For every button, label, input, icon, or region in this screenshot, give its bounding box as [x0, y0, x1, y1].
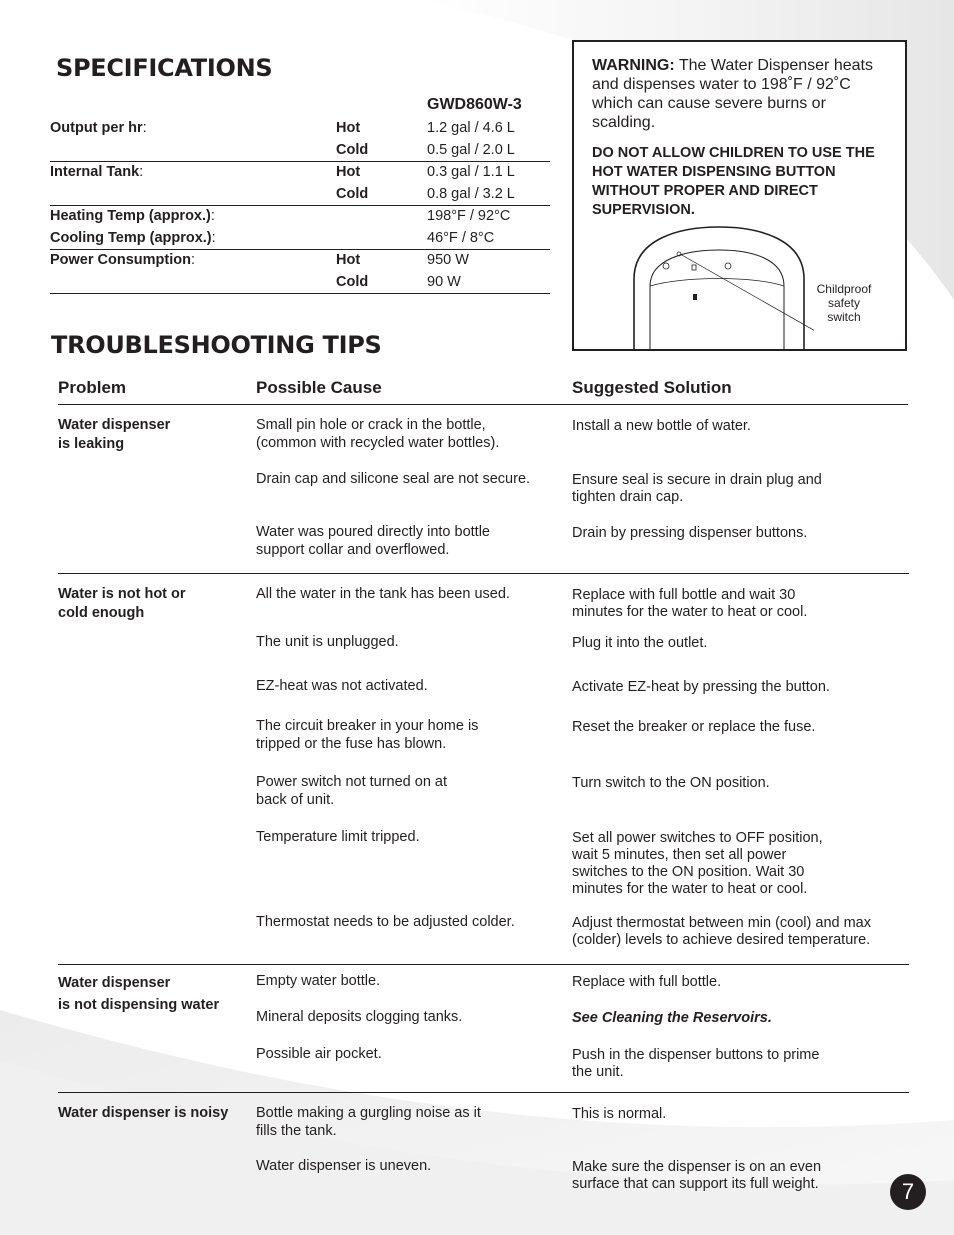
- caption-line: safety: [827, 296, 860, 310]
- suggested-solution: [572, 635, 909, 652]
- problem-column-header: Problem: [58, 378, 127, 397]
- spec-type: Hot: [336, 120, 361, 136]
- spec-label: Cooling Temp (approx.):: [50, 230, 216, 246]
- spec-label: Power Consumption:: [50, 252, 196, 268]
- cause-line: (common with recycled water bottles).: [256, 435, 500, 451]
- problem-line: Water is not hot or: [58, 586, 186, 602]
- problem-group: [58, 404, 909, 574]
- cause-line: fills the tank.: [256, 1123, 337, 1139]
- solution-line: Ensure seal is secure in drain plug and: [572, 472, 822, 488]
- suggested-solution: [572, 472, 909, 506]
- solution-line: Activate EZ-heat by pressing the button.: [572, 679, 830, 695]
- solution-line: minutes for the water to heat or cool.: [572, 604, 808, 620]
- solution-line: wait 5 minutes, then set all power: [572, 847, 787, 863]
- problem-group: [58, 964, 909, 1093]
- suggested-solution: [572, 587, 909, 621]
- troubleshooting-heading: TROUBLESHOOTING TIPS: [51, 331, 382, 359]
- problem-group: [58, 573, 909, 965]
- possible-cause: [256, 717, 561, 753]
- caption-line: Childproof: [816, 282, 872, 296]
- spec-value: 198°F / 92°C: [427, 208, 511, 224]
- possible-cause: [256, 1045, 561, 1063]
- spec-value: 0.5 gal / 2.0 L: [427, 142, 515, 158]
- possible-cause: [256, 1104, 561, 1140]
- page-number: 7: [890, 1174, 926, 1210]
- suggested-solution: [572, 418, 909, 435]
- solution-column-header: Suggested Solution: [572, 378, 732, 397]
- spec-label: Heating Temp (approx.):: [50, 208, 215, 224]
- possible-cause: [256, 416, 561, 452]
- cause-line: Temperature limit tripped.: [256, 829, 420, 845]
- solution-line: Replace with full bottle.: [572, 974, 722, 990]
- cause-line: All the water in the tank has been used.: [256, 586, 510, 602]
- solution-line: Set all power switches to OFF position,: [572, 830, 823, 846]
- solution-line: the unit.: [572, 1064, 624, 1080]
- model-number: GWD860W-3: [427, 96, 522, 113]
- cause-line: Power switch not turned on at: [256, 774, 448, 790]
- solution-line: Drain by pressing dispenser buttons.: [572, 525, 808, 541]
- problem-group: [58, 1092, 909, 1202]
- cause-line: Water dispenser is uneven.: [256, 1158, 432, 1174]
- suggested-solution: [572, 974, 909, 991]
- problem-label: [58, 1104, 228, 1123]
- solution-line: Install a new bottle of water.: [572, 418, 751, 434]
- possible-cause: [256, 972, 561, 990]
- suggested-solution: [572, 915, 909, 949]
- solution-line: minutes for the water to heat or cool.: [572, 881, 808, 897]
- cause-line: tripped or the fuse has blown.: [256, 736, 447, 752]
- suggested-solution: [572, 525, 909, 542]
- cause-line: Empty water bottle.: [256, 973, 381, 989]
- spec-label: Output per hr:: [50, 120, 147, 136]
- spec-value: 46°F / 8°C: [427, 230, 495, 246]
- possible-cause: [256, 773, 561, 809]
- solution-line: (colder) levels to achieve desired temperature.: [572, 932, 871, 948]
- possible-cause: [256, 828, 561, 846]
- solution-line: Push in the dispenser buttons to prime: [572, 1047, 820, 1063]
- possible-cause: [256, 585, 561, 603]
- problem-label: [58, 972, 219, 1016]
- solution-line: Make sure the dispenser is on an even: [572, 1159, 822, 1175]
- problem-line: Water dispenser is noisy: [58, 1105, 229, 1121]
- possible-cause: [256, 677, 561, 695]
- cause-line: Possible air pocket.: [256, 1046, 382, 1062]
- problem-line: Water dispenser: [58, 417, 171, 433]
- warning-label: WARNING:: [592, 57, 675, 74]
- problem-label: [58, 585, 186, 623]
- spec-value: 0.3 gal / 1.1 L: [427, 164, 515, 180]
- spec-value: 90 W: [427, 274, 461, 290]
- problem-line: Water dispenser: [58, 975, 171, 991]
- child-caution-text: DO NOT ALLOW CHILDREN TO USE THE HOT WATER DISPENSING BUTTON WITHOUT PROPER AND DIRECT SUPERVISION.: [592, 145, 875, 218]
- possible-cause: [256, 523, 561, 559]
- solution-line: Replace with full bottle and wait 30: [572, 587, 796, 603]
- spec-type: Cold: [336, 274, 369, 290]
- possible-cause: [256, 913, 561, 931]
- problem-label: [58, 416, 170, 454]
- spec-label: Internal Tank:: [50, 164, 144, 180]
- spec-value: 0.8 gal / 3.2 L: [427, 186, 515, 202]
- suggested-solution: [572, 775, 909, 792]
- solution-line: This is normal.: [572, 1106, 667, 1122]
- solution-line: surface that can support its full weight.: [572, 1176, 819, 1192]
- suggested-solution: [572, 1106, 909, 1123]
- cause-column-header: Possible Cause: [256, 378, 382, 397]
- cause-line: Thermostat needs to be adjusted colder.: [256, 914, 515, 930]
- specifications-heading: SPECIFICATIONS: [56, 54, 273, 82]
- suggested-solution: [572, 719, 909, 736]
- cause-line: Bottle making a gurgling noise as it: [256, 1105, 481, 1121]
- solution-line: Turn switch to the ON position.: [572, 775, 770, 791]
- spec-value: 950 W: [427, 252, 469, 268]
- cause-line: The circuit breaker in your home is: [256, 718, 479, 734]
- cause-line: Small pin hole or crack in the bottle,: [256, 417, 486, 433]
- spec-type: Cold: [336, 142, 369, 158]
- caption-line: switch: [827, 310, 861, 324]
- cause-line: EZ-heat was not activated.: [256, 678, 428, 694]
- solution-line: Plug it into the outlet.: [572, 635, 708, 651]
- problem-line: is leaking: [58, 436, 125, 452]
- suggested-solution: [572, 830, 909, 898]
- solution-line: tighten drain cap.: [572, 489, 684, 505]
- suggested-solution: [572, 1047, 909, 1081]
- possible-cause: [256, 1008, 561, 1026]
- possible-cause: [256, 633, 561, 651]
- solution-line: Reset the breaker or replace the fuse.: [572, 719, 816, 735]
- solution-line: Adjust thermostat between min (cool) and max: [572, 915, 871, 931]
- suggested-solution: [572, 679, 909, 696]
- cause-line: Water was poured directly into bottle: [256, 524, 490, 540]
- suggested-solution: [572, 1010, 909, 1027]
- spec-type: Hot: [336, 164, 361, 180]
- spec-type: Cold: [336, 186, 369, 202]
- solution-line: See Cleaning the Reservoirs.: [572, 1010, 772, 1026]
- cause-line: back of unit.: [256, 792, 335, 808]
- solution-line: switches to the ON position. Wait 30: [572, 864, 805, 880]
- cause-line: Mineral deposits clogging tanks.: [256, 1009, 463, 1025]
- problem-line: is not dispensing water: [58, 997, 220, 1013]
- spec-type: Hot: [336, 252, 361, 268]
- problem-line: cold enough: [58, 605, 145, 621]
- spec-value: 1.2 gal / 4.6 L: [427, 120, 515, 136]
- cause-line: Drain cap and silicone seal are not secure.: [256, 471, 531, 487]
- suggested-solution: [572, 1159, 909, 1193]
- possible-cause: [256, 1157, 561, 1175]
- cause-line: The unit is unplugged.: [256, 634, 399, 650]
- warning-body: The Water Dispenser heats and dispenses water to 198˚F / 92˚C which can cause severe burns or scalding.: [592, 57, 873, 131]
- cause-line: support collar and overflowed.: [256, 542, 450, 558]
- possible-cause: [256, 470, 561, 488]
